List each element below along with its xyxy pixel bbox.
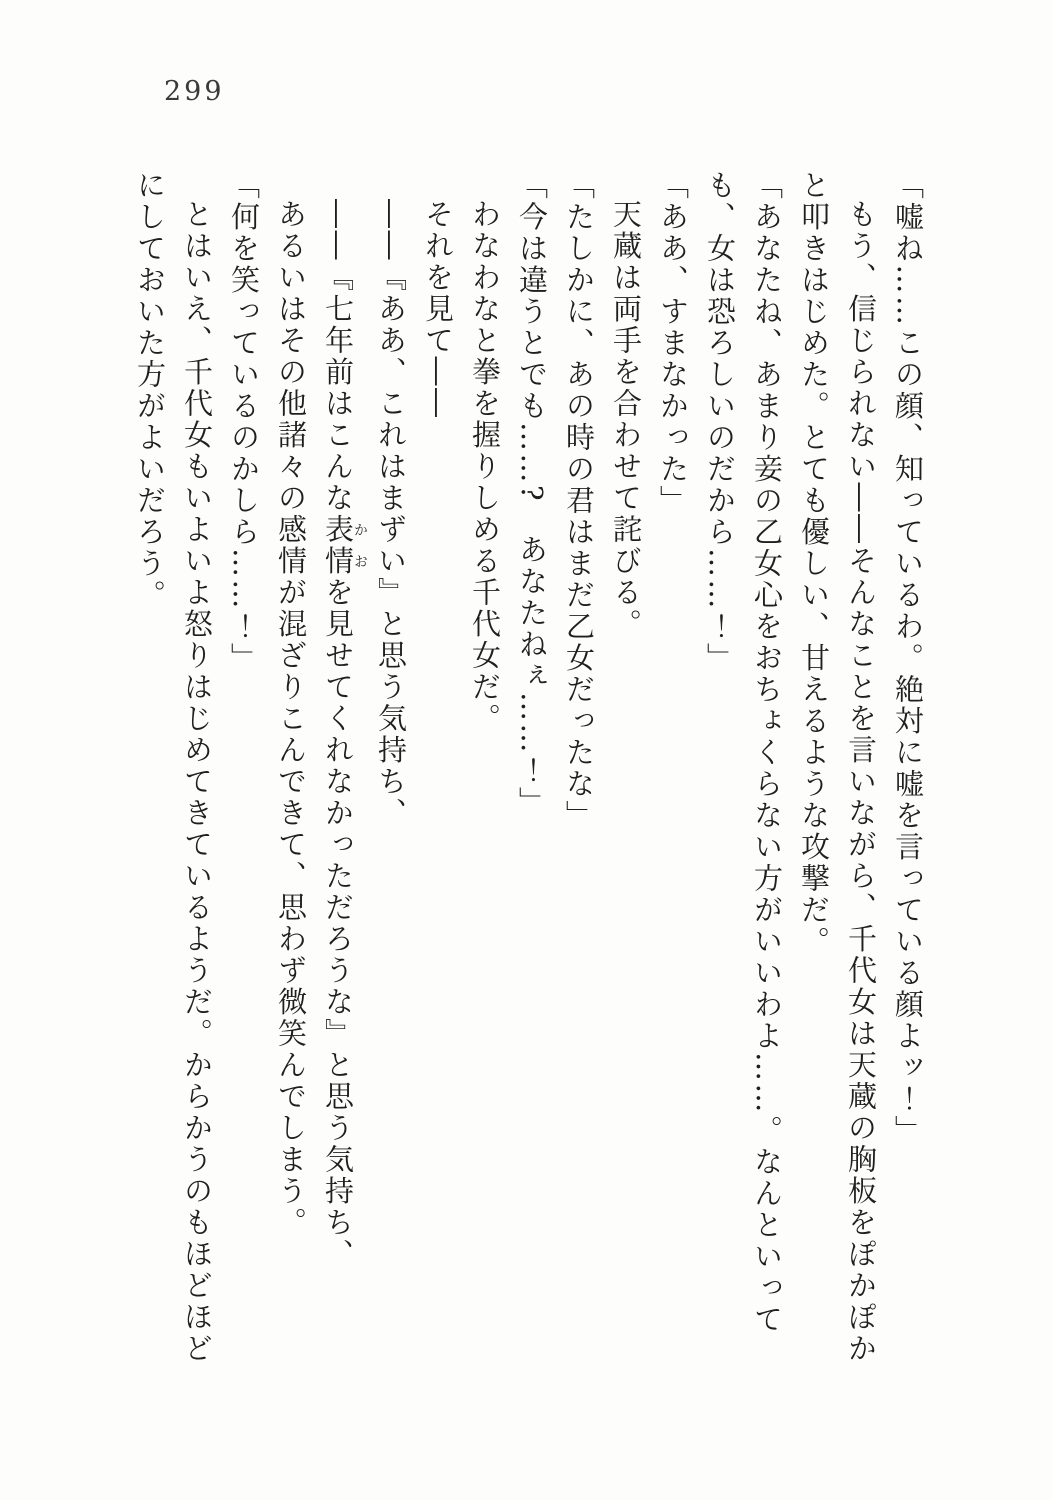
narration-paragraph: あるいはその他諸々の感情が混ざりこんできて、思わず微笑んでしまう。 xyxy=(274,199,308,1239)
narration-paragraph: とはいえ、千代女もいよいよ怒りはじめてきているようだ。からかうのもほどほどにしておいた方がよいだろう。 xyxy=(133,170,214,1365)
dialogue-paragraph: 「嘘ね……この顔、知っているわ。絶対に嘘を言っている顔よッ！」 xyxy=(891,170,925,1147)
narration-paragraph: それを見て―― xyxy=(421,199,455,420)
dialogue-paragraph: 「たしかに、あの時の君はまだ乙女だったな」 xyxy=(562,170,596,832)
vertical-text-block xyxy=(126,170,931,1370)
narration-paragraph: ――『ああ、これはまずい』と思う気持ち、 xyxy=(374,199,408,829)
dialogue-paragraph: 「ああ、すまなかった」 xyxy=(656,170,690,517)
furigana: かお xyxy=(352,514,368,577)
dialogue-paragraph: 「何を笑っているのかしら……！」 xyxy=(227,170,261,674)
dialogue-paragraph: 「あなたね、あまり妾の乙女心をおちょくらない方がいいわよ……。なんといっても、女は恐ろしいのだから……！」 xyxy=(703,170,784,1336)
narration-paragraph: もう、信じられない――そんなことを言いながら、千代女は天蔵の胸板をぽかぽかと叩きはじめた。とても優しい、甘えるような攻撃だ。 xyxy=(797,170,878,1365)
page-number: 299 xyxy=(164,76,225,107)
ruby-annotated-word: 表情かお xyxy=(321,514,368,577)
dialogue-paragraph: 「今は違うとでも……? あなたねぇ……！」 xyxy=(515,170,549,819)
narration-paragraph: わなわなと拳を握りしめる千代女だ。 xyxy=(468,199,502,735)
narration-paragraph: ――『七年前はこんな表情かおを見せてくれなかっただろうな』と思う気持ち、 xyxy=(321,199,368,1270)
narration-paragraph: 天蔵は両手を合わせて詫びる。 xyxy=(609,199,643,640)
